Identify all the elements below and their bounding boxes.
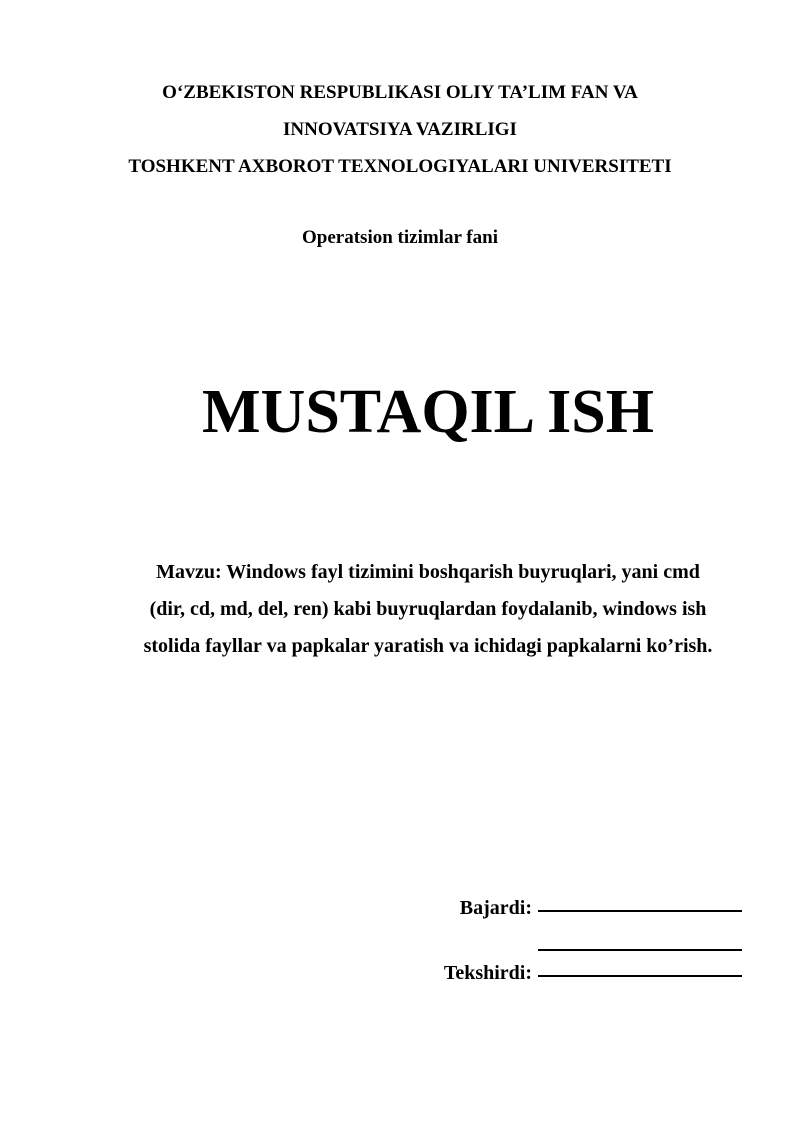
checked-row (444, 953, 742, 992)
header-line-3: TOSHKENT AXBOROT TEXNOLOGIYALARI UNIVERSITETI (128, 156, 672, 177)
performed-row (444, 888, 742, 927)
topic-block (0, 554, 800, 665)
header-line-2: INNOVATSIYA VAZIRLIGI (283, 119, 517, 140)
topic-line-2: (dir, cd, md, del, ren) kabi buyruqlardan foydalanib, windows ish (149, 598, 707, 620)
ministry-header (0, 74, 800, 185)
performed-second-row (444, 927, 742, 953)
performed-label: Bajardi: (459, 897, 532, 919)
performed-signature-line (538, 886, 742, 912)
checked-signature-line (538, 951, 742, 977)
checked-label: Tekshirdi: (443, 962, 532, 984)
document-title: MUSTAQIL ISH (202, 378, 654, 446)
header-line-1: O‘ZBEKISTON RESPUBLIKASI OLIY TA’LIM FAN VA (162, 82, 638, 103)
signature-block (444, 888, 742, 992)
subject-name: Operatsion tizimlar fani (302, 227, 498, 248)
topic-line-1: Mavzu: Windows fayl tizimini boshqarish buyruqlari, yani cmd (156, 561, 700, 583)
topic-line-3: stolida fayllar va papkalar yaratish va ichidagi papkalarni ko’rish. (143, 635, 713, 657)
performed-second-signature-line (538, 925, 742, 951)
